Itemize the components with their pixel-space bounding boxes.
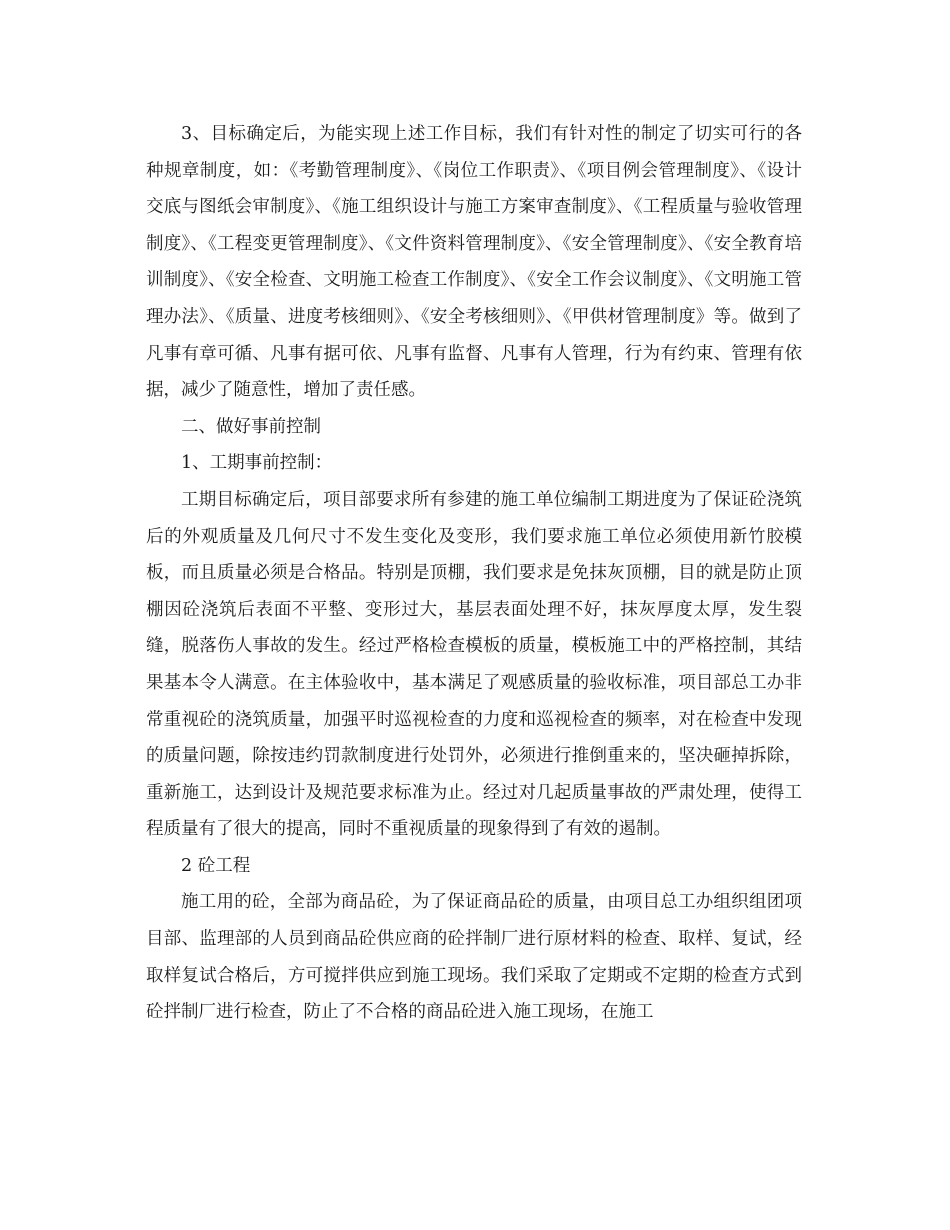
section-heading-pre-control: 二、做好事前控制	[181, 416, 321, 437]
paragraph-schedule-quality: 工期目标确定后，项目部要求所有参建的施工单位编制工期进度为了保证砼浇筑后的外观质量及几何尺寸不发生变化及变形，我们要求施工单位必须使用新竹胶模板，而且质量必须是合格品。特别是顶棚，我们要求是免抹灰顶棚，目的就是防止顶棚因砼浇筑后表面不平整、变形过大，基层表面处理不好，抹灰厚度太厚，发生裂缝，脱落伤人事故的发生。经过严格检查模板的质量，模板施工中的严格控制，其结果基本令人满意。在主体验收中，基本满足了观感质量的验收标准，项目部总工办非常重视砼的浇筑质量，加强平时巡视检查的力度和巡视检查的频率，对在检查中发现的质量问题，除按违约罚款制度进行处罚外，必须进行推倒重来的，坚决砸掉拆除，重新施工，达到设计及规范要求标准为止。经过对几起质量事故的严肃处理，使得工程质量有了很大的提高，同时不重视质量的现象得到了有效的遏制。	[146, 489, 802, 840]
paragraph-regulations: 3、目标确定后，为能实现上述工作目标，我们有针对性的制定了切实可行的各种规章制度，如：《考勤管理制度》、《岗位工作职责》、《项目例会管理制度》、《设计交底与图纸会审制度》、《施工组织设计与施工方案审查制度》、《工程质量与验收管理制度》、《工程变更管理制度》、《文件资料管理制度》、《安全管理制度》、《安全教育培训制度》、《安全检查、文明施工检查工作制度》、《安全工作会议制度》、《文明施工管理办法》、《质量、进度考核细则》、《安全考核细则》、《甲供材管理制度》等。做到了凡事有章可循、凡事有据可依、凡事有监督、凡事有人管理，行为有约束、管理有依据，减少了随意性，增加了责任感。	[146, 124, 802, 401]
subheading-schedule-control: 1、工期事前控制：	[181, 453, 333, 474]
subheading-concrete-works: 2 砼工程	[181, 855, 251, 876]
paragraph-concrete-supply: 施工用的砼，全部为商品砼，为了保证商品砼的质量，由项目总工办组织组团项目部、监理部的人员到商品砼供应商的砼拌制厂进行原材料的检查、取样、复试，经取样复试合格后，方可搅拌供应到施工现场。我们采取了定期或不定期的检查方式到砼拌制厂进行检查，防止了不合格的商品砼进入施工现场，在施工	[146, 892, 802, 1023]
